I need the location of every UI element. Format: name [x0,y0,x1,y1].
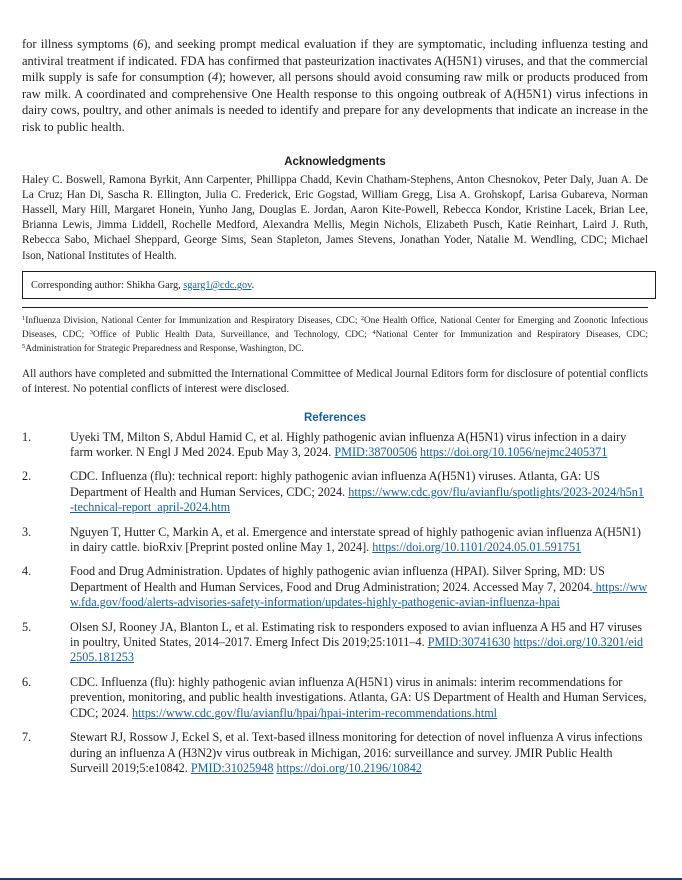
reference-url-link[interactable]: https://www.fda.gov/food/alerts-advisories-safety-information/updates-highly-pathogenic-avian-influenza-hpai [70,579,648,610]
intro-paragraph [22,36,648,136]
reference-citation: Nguyen T, Hutter C, Markin A, et al. Emergence and interstate spread of highly pathogenic avian influenza A(H5N1) in dairy cattle. bioRxiv [Preprint posted online May 1, 2024]. [70,524,641,555]
affiliations-divider [22,307,648,308]
intro-text-1: for illness symptoms ( [22,37,138,51]
reference-doi-link[interactable]: https://doi.org/10.1101/2024.05.01.591751 [372,540,582,555]
affiliations-text [22,313,648,355]
reference-doi-link[interactable]: https://doi.org/10.1056/nejmc2405371 [420,445,608,459]
corresponding-email-link[interactable]: sgarg1@cdc.gov [183,279,252,291]
reference-citation: Stewart RJ, Rossow J, Eckel S, et al. Text-based illness monitoring for detection of novel influenza A virus infections during an influenza A (H3N2)v virus outbreak in Michigan, 2016: surveillance and survey. JMIR Public Health Surveill 2019;5:e10842. [70,730,643,775]
affil-sup-3: 3 [89,328,94,336]
reference-number: 2. [22,469,32,484]
reference-pmid-link[interactable]: PMID:30741630 [427,635,511,650]
reference-url-link[interactable]: https://www.cdc.gov/flu/avianflu/hpai/hpai-interim-recommendations.html [131,705,498,720]
reference-item [22,430,648,461]
reference-number: 6. [22,674,32,689]
reference-text [70,469,648,515]
reference-pmid-link[interactable]: PMID:31025948 [190,760,274,775]
corresponding-end: . [251,279,255,291]
affil-4: National Center for Immunization and Respiratory Diseases, CDC; [375,329,648,340]
reference-citation: CDC. Influenza (flu): technical report: highly pathogenic avian influenza A(H5N1) viruses. Atlanta, GA: US Department of Health and Human Services, CDC; 2024. [70,469,601,499]
reference-doi-link[interactable]: https://doi.org/10.2196/10842 [276,760,422,775]
intro-text-3: ); however, all persons should avoid consuming raw milk or products produced from raw milk. A coordinated and comprehensive One Health response to this ongoing outbreak of A(H5N1) virus infections in dairy cows, poultry, and other animals is needed to identify and prepare for any developments that indicate an increase in the risk to public health. [22,70,648,134]
affil-sup-5: 5 [22,342,26,350]
corresponding-author-label: Corresponding author: Shikha Garg, [31,279,184,291]
reference-text [70,675,648,721]
reference-citation: Uyeki TM, Milton S, Abdul Hamid C, et al. Highly pathogenic avian influenza A(H5N1) virus infection in a dairy farm worker. N Engl J Med 2024. Epub May 3, 2024. [70,429,627,459]
reference-number: 3. [22,524,32,539]
reference-text [70,620,648,666]
reference-text [70,525,648,556]
reference-url-link[interactable]: https://www.cdc.gov/flu/avianflu/spotlights/2023-2024/h5n1-technical-report_april-2024.htm [70,484,644,515]
citation-4: 4 [211,70,219,85]
affil-1: Influenza Division, National Center for Immunization and Respiratory Diseases, CDC; [25,315,361,326]
reference-pmid-link[interactable]: PMID:38700506 [334,445,417,459]
citation-6: 6 [137,37,144,51]
reference-number: 4. [22,564,32,579]
reference-item [22,675,648,721]
reference-citation: Food and Drug Administration. Updates of highly pathogenic avian influenza (HPAI). Silver Spring, MD: US Department of Health and Human Services, Food and Drug Administration; 2024. Accessed May 7, 20204. [70,564,605,594]
intro-text-2: ), and seeking prompt medical evaluation if they are symptomatic, including influenza testing and antiviral treatment if indicated. FDA has confirmed that pasteurization inactivates A(H5N1) viruses, and that the commercial milk supply is safe for consumption ( [22,37,648,85]
reference-item [22,525,648,556]
reference-item [22,730,648,776]
reference-text [70,730,648,776]
affil-sup-2: 2 [360,314,364,322]
reference-item [22,564,648,610]
reference-number: 7. [22,730,32,745]
reference-text [70,430,648,461]
affil-3: Office of Public Health Data, Surveillance, and Technology, CDC; [93,329,373,340]
affil-5: Administration for Strategic Preparedness and Response, Washington, DC. [25,343,304,354]
reference-number: 1. [22,429,32,444]
report-page [22,36,648,785]
reference-item [22,620,648,666]
reference-item [22,469,648,515]
affil-sup-4: 4 [372,328,376,336]
corresponding-author-box [22,271,656,299]
reference-citation: CDC. Influenza (flu): highly pathogenic avian influenza A(H5N1) virus in animals: interim recommendations for prevention, monitoring, and public health investigations. Atlanta, GA: US Department of Health and Human Services, CDC; 2024. [70,674,647,720]
affil-2: One Health Office, National Center for Emerging and Zoonotic Infectious Diseases, CDC; [22,315,648,340]
acknowledgments-text: Haley C. Boswell, Ramona Byrkit, Ann Carpenter, Phillippa Chadd, Kevin Chatham-Stephens, Anton Chesnokov, Peter Daly, Juan A. De La Cruz; Han Di, Sascha R. Ellington, Julia C. Frederick, Eric Gogstad, William Gregg, Lisa A. Grohskopf, Larisa Gubareva, Norman Hassell, Mary Hill, Margaret Honein, Yunho Jang, Douglas E. Jordan, Aaron Kite-Powell, Rebecca Kondor, Kristine Lacek, Brian Lee, Brianna Lewis, Jimma Liddell, Rochelle Medford, Alexandra Mellis, Megin Nichols, Elizabeth Pusch, Katie Reinhart, Laird J. Ruth, Rebecca Sabo, Michael Sheppard, George Sims, Sean Stapleton, James Stevens, Jonathan Yoder, Natalie M. Wendling, CDC; Michael Ison, National Institutes of Health. [22,173,648,262]
references-heading: References [303,411,366,424]
acknowledgments-heading: Acknowledgments [284,155,386,168]
affil-sup-1: 1 [22,314,26,322]
reference-doi-link[interactable]: https://doi.org/10.3201/eid2505.181253 [70,635,644,665]
reference-number: 5. [22,619,32,634]
references-list [22,430,648,777]
reference-citation: Olsen SJ, Rooney JA, Blanton L, et al. Estimating risk to responders exposed to avian influenza A H5 and H7 viruses in poultry, United States, 2014–2017. Emerg Infect Dis 2019;25:1011–4. [70,619,643,650]
reference-text [70,564,648,610]
disclosure-statement: All authors have completed and submitted the International Committee of Medical Journal Editors form for disclosure of potential conflicts of interest. No potential conflicts of interest were disclosed. [22,367,648,396]
